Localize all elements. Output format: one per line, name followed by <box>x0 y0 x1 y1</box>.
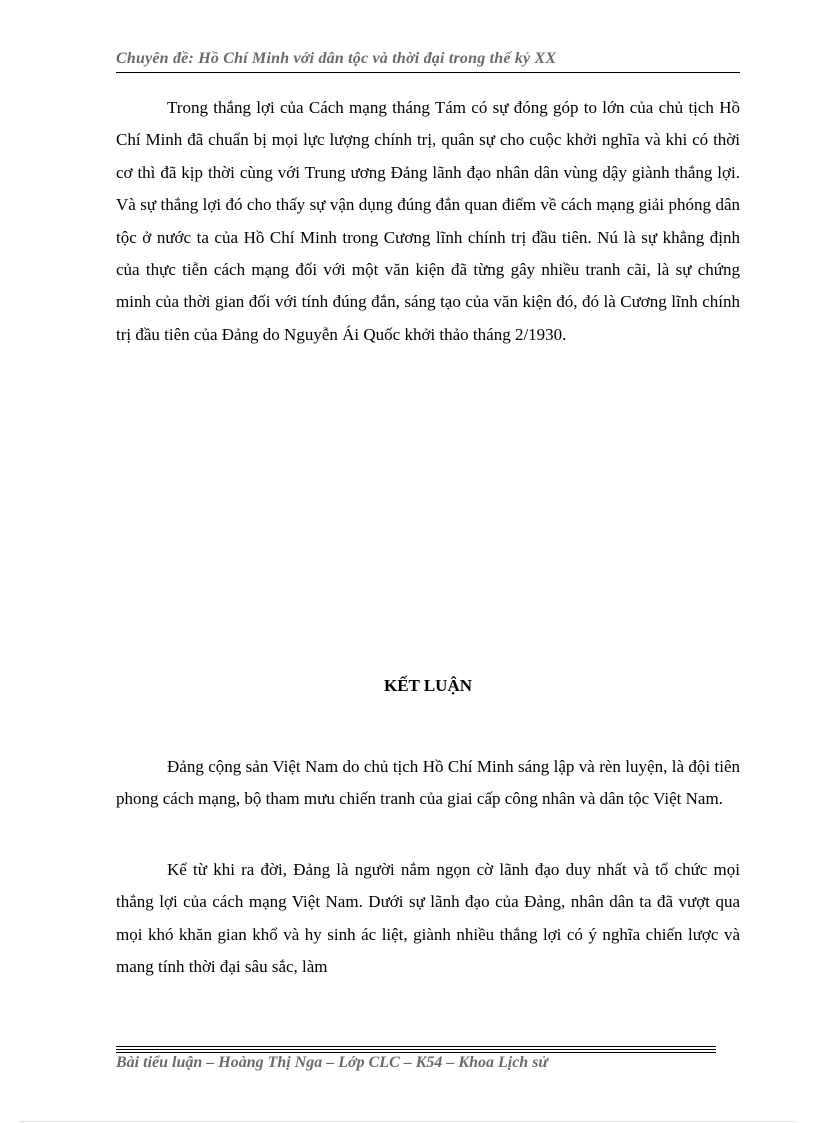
header-divider <box>116 72 740 73</box>
page-bottom-edge <box>20 1121 796 1122</box>
footer-divider-line-2 <box>116 1049 716 1050</box>
running-footer-text: Bài tiểu luận – Hoàng Thị Nga – Lớp CLC – K54 – Khoa Lịch sử <box>116 1054 549 1071</box>
running-header-title: Chuyên đề: Hồ Chí Minh với dân tộc và thời đại trong thế kỷ XX <box>116 50 557 67</box>
body-paragraph-2: Đảng cộng sản Việt Nam do chủ tịch Hồ Chí Minh sáng lập và rèn luyện, là đội tiên phong cách mạng, bộ tham mưu chiến tranh của giai cấp công nhân và dân tộc Việt Nam. <box>116 757 740 809</box>
conclusion-heading: KẾT LUẬN <box>383 676 472 695</box>
body-paragraph-3: Kể từ khi ra đời, Đảng là người nắm ngọn cờ lãnh đạo duy nhất và tổ chức mọi thắng lợi của cách mạng Việt Nam. Dưới sự lãnh đạo của Đảng, nhân dân ta đã vượt qua mọi khó khăn gian khổ và hy sinh ác liệt, giành nhiều thắng lợi có ý nghĩa chiến lược và mang tính thời đại sâu sắc, làm <box>116 860 740 977</box>
footer-divider-line-3 <box>116 1052 716 1053</box>
footer-divider-line-1 <box>116 1046 716 1047</box>
body-paragraph-1: Trong thắng lợi của Cách mạng tháng Tám có sự đóng góp to lớn của chủ tịch Hồ Chí Minh đã chuẩn bị mọi lực lượng chính trị, quân sự cho cuộc khởi nghĩa và khi có thời cơ thì đã kịp thời cùng với Trung ương Đảng lãnh đạo nhân dân vùng dậy giành thắng lợi. Và sự thắng lợi đó cho thấy sự vận dụng đúng đắn quan điểm về cách mạng giải phóng dân tộc ở nước ta của Hồ Chí Minh trong Cương lĩnh chính trị đầu tiên. Nú là sự khẳng định của thực tiễn cách mạng đối với một văn kiện đã từng gây nhiều tranh cãi, là sự chứng minh của thời gian đối với tính đúng đắn, sáng tạo của văn kiện đó, đó là Cương lĩnh chính trị đầu tiên của Đảng do Nguyễn Ái Quốc khởi thảo tháng 2/1930. <box>116 98 740 344</box>
